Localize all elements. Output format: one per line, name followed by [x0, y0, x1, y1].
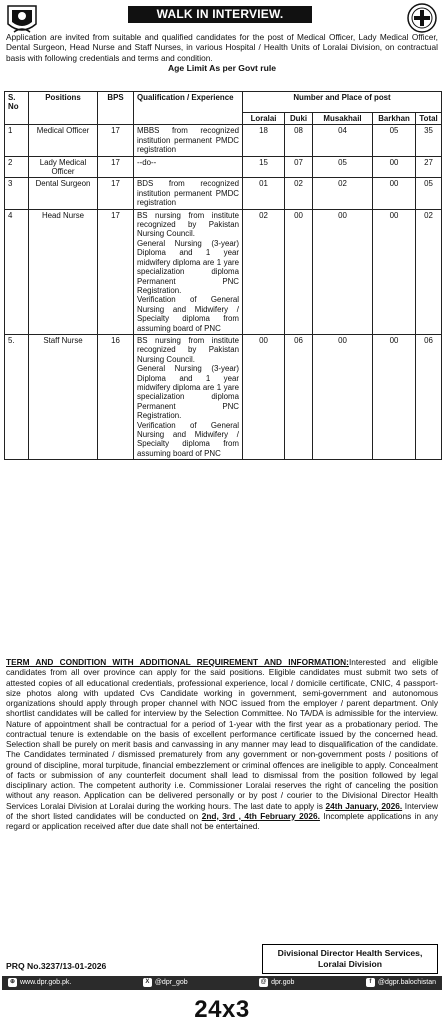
cell-bps: 17	[98, 125, 134, 156]
col-header-number-place: Number and Place of post	[243, 92, 442, 113]
cell-loralai: 00	[243, 334, 285, 459]
cell-duki: 00	[285, 209, 313, 334]
qualification-line: --do--	[137, 157, 157, 167]
cell-barkhan: 00	[373, 178, 416, 209]
cell-position: Medical Officer	[29, 125, 98, 156]
terms-mid: Interview of the short listed candidates will be conducted on	[6, 800, 438, 821]
ad-size: 24x3	[194, 996, 250, 1023]
page-title: WALK IN INTERVIEW.	[128, 6, 312, 23]
cell-sno: 4	[5, 209, 29, 334]
threads-icon: @	[260, 978, 267, 985]
interview-dates: 2nd, 3rd , 4th February 2026.	[201, 810, 320, 821]
health-department-emblem-right	[404, 2, 440, 36]
qualification-line: BS nursing from institute recognized by Pakistan Nursing Council.	[137, 335, 239, 364]
cell-total: 02	[416, 209, 442, 334]
table-row	[5, 178, 442, 209]
qualification-line: BS nursing from institute recognized by Pakistan Nursing Council.	[137, 210, 239, 239]
cell-qualification	[134, 156, 243, 178]
cell-duki: 02	[285, 178, 313, 209]
cell-total: 35	[416, 125, 442, 156]
cell-bps: 17	[98, 156, 134, 178]
cell-musakhail: 04	[313, 125, 373, 156]
last-date: 24th January, 2026.	[325, 800, 403, 811]
table-header-row	[5, 92, 442, 113]
qualification-line: General Nursing (3-year) Diploma and 1 year midwifery diploma are 1 yare specialization diploma Permanent PNC Registration.	[137, 364, 239, 421]
col-header-sno: S. No	[5, 92, 29, 125]
col-header-total: Total	[416, 113, 442, 125]
footer-threads[interactable]: @ dpr.gob	[260, 978, 295, 986]
cell-sno: 5.	[5, 334, 29, 459]
signature-box	[262, 944, 438, 974]
table-row	[5, 209, 442, 334]
intro-paragraph: Application are invited from suitable and qualified candidates for the post of Medical Officer, Lady Medical Officer, Dental Surgeon, Head Nurse and Staff Nurses, in various Hospital / Health Units of Loralai Division, on contractual basis with following credentials and terms and condition.	[6, 32, 438, 63]
cell-duki: 07	[285, 156, 313, 178]
cell-bps: 16	[98, 334, 134, 459]
cell-barkhan: 00	[373, 209, 416, 334]
cell-qualification	[134, 178, 243, 209]
cell-barkhan: 00	[373, 156, 416, 178]
cell-musakhail: 00	[313, 209, 373, 334]
cell-qualification	[134, 209, 243, 334]
col-header-positions: Positions	[29, 92, 98, 125]
cell-loralai: 01	[243, 178, 285, 209]
cell-bps: 17	[98, 178, 134, 209]
cell-position: Staff Nurse	[29, 334, 98, 459]
cell-loralai: 15	[243, 156, 285, 178]
prq-number: PRQ No.3237/13-01-2026	[6, 961, 107, 971]
cell-duki: 08	[285, 125, 313, 156]
signature-line1: Divisional Director Health Services,	[277, 948, 423, 958]
cell-position: Head Nurse	[29, 209, 98, 334]
signature-line2: Loralai Division	[318, 959, 382, 969]
age-limit-heading: Age Limit As per Govt rule	[167, 63, 277, 73]
terms-body: Interested and eligible candidates from all over province can apply for the said positions. Eligible candidates must submit two sets of attested copies of all educational credentials, professional experience, local / domicile certificate, CNIC, 4 passport-size photos along with updated Cvs Candidate working in government, semi-government and autonomous organizations should apply through proper channel with NOC issued from the employer / parent department. Only shortlist candidates will be called for interview by the Selection Committee. No TA/DA is admissible for the interview. Nature of appointment shall be contractual for a period of 1-year with the first year as a probationary period. The contractual tenure is extendable on the basis of excellent performance certificate issued by the concerned head. Selection shall be purely on merit basis and canvassing in any manner may lead to disqualification of the candidate. The Candidates terminated / dismissed prematurely from any government or non-government posts / positions of ground of discipline, moral turpitude, financial embezzlement or criminal offences are ineligible to apply. Concealment of facts or submission of any counterfeit document shall lead to dismissal from the position followed by legal disciplinary action. The competent authority i.e. Commissioner Loralai reserves the right of canceling the position without any reason. Application can be delivered personally or by post / courier to the Divisional Director Health Services Loralai Division at Loralai during the working hours. The last date to apply is	[6, 657, 438, 811]
cell-position: Dental Surgeon	[29, 178, 98, 209]
col-header-musakhail: Musakhail	[313, 113, 373, 125]
cell-qualification	[134, 125, 243, 156]
table-row	[5, 125, 442, 156]
cell-barkhan: 05	[373, 125, 416, 156]
cell-sno: 3	[5, 178, 29, 209]
col-header-duki: Duki	[285, 113, 313, 125]
cell-musakhail: 02	[313, 178, 373, 209]
col-header-loralai: Loralai	[243, 113, 285, 125]
qualification-line: MBBS from recognized institution permanent PMDC registration	[137, 126, 239, 155]
qualification-line: Verification of General Nursing and Midwifery / Specialty diploma from assuming board of PNC	[137, 295, 239, 333]
cell-total: 06	[416, 334, 442, 459]
terms-heading: TERM AND CONDITION WITH ADDITIONAL REQUIREMENT AND INFORMATION:	[6, 657, 349, 667]
cell-loralai: 18	[243, 125, 285, 156]
footer-website[interactable]: ⊕ www.dpr.gob.pk.	[9, 978, 72, 986]
cell-loralai: 02	[243, 209, 285, 334]
x-icon: X	[143, 978, 152, 987]
cell-barkhan: 00	[373, 334, 416, 459]
cell-sno: 2	[5, 156, 29, 178]
qualification-line: Verification of General Nursing and Midwifery / Specialty diploma from assuming board of PNC	[137, 420, 239, 458]
facebook-icon: f	[366, 978, 375, 987]
col-header-barkhan: Barkhan	[373, 113, 416, 125]
cell-total: 27	[416, 156, 442, 178]
cell-musakhail: 00	[313, 334, 373, 459]
footer-social-bar	[2, 976, 442, 990]
qualification-line: General Nursing (3-year) Diploma and 1 year midwifery diploma are 1 yare specialization diploma Permanent PNC Registration.	[137, 238, 239, 295]
qualification-line: BDS from recognized institution permanent PMDC registration	[137, 179, 239, 208]
cell-bps: 17	[98, 209, 134, 334]
posts-table	[4, 91, 442, 460]
cell-position: Lady Medical Officer	[29, 156, 98, 178]
globe-icon: ⊕	[9, 978, 16, 985]
table-row	[5, 156, 442, 178]
terms-and-conditions	[6, 657, 438, 831]
col-header-bps: BPS	[98, 92, 134, 125]
col-header-qualification: Qualification / Experience	[134, 92, 243, 125]
table-row	[5, 334, 442, 459]
cell-musakhail: 05	[313, 156, 373, 178]
cell-duki: 06	[285, 334, 313, 459]
cell-total: 05	[416, 178, 442, 209]
cell-sno: 1	[5, 125, 29, 156]
footer-facebook[interactable]: f @dgpr.balochistan	[366, 976, 436, 990]
footer-x[interactable]: X @dpr_gob	[143, 976, 188, 990]
balochistan-emblem-left	[4, 2, 40, 36]
cell-qualification	[134, 334, 243, 459]
terms-end: Incomplete applications in any regard or application received after due date shall not be entertained.	[6, 810, 438, 831]
